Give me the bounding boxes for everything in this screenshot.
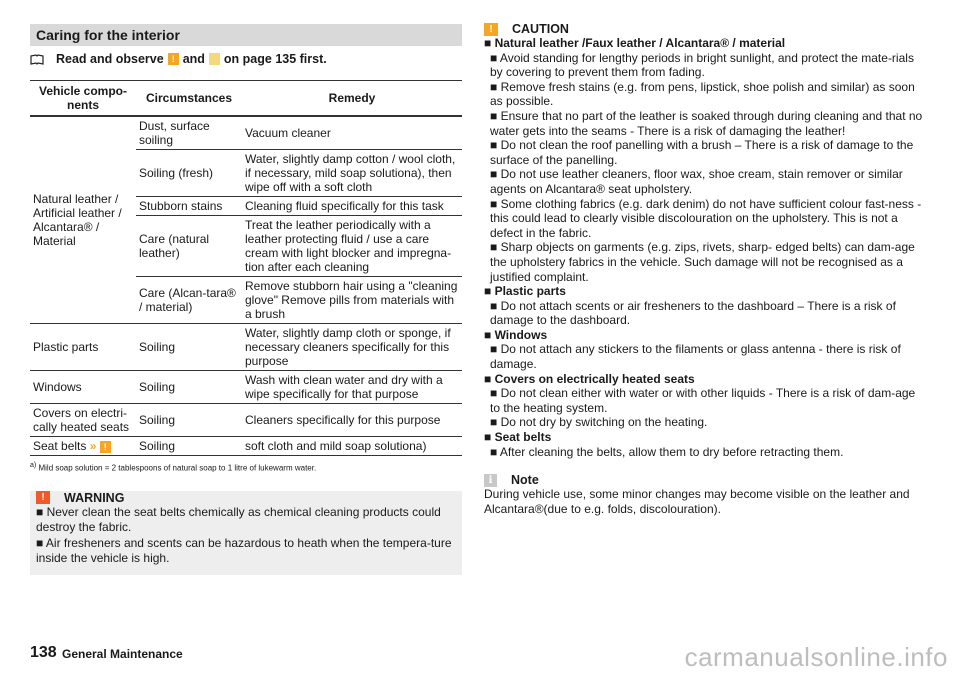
remedy-cell: soft cloth and mild soap solutiona): [242, 437, 462, 456]
note-header: [484, 473, 924, 487]
circumstance-cell: Soiling: [136, 324, 242, 371]
remedy-cell: Wash with clean water and dry with a wipe specifically for that purpose: [242, 371, 462, 404]
caution-category: ■ Seat belts: [484, 430, 552, 445]
circumstance-cell: Care (natural leather): [136, 216, 242, 277]
caution-icon: !: [484, 23, 498, 36]
cleaning-table: [30, 80, 462, 456]
component-cell: Covers on electri-cally heated seats: [30, 404, 136, 437]
table-row: [30, 371, 462, 404]
circumstance-cell: Soiling: [136, 371, 242, 404]
note-text: During vehicle use, some minor changes may become visible on the leather and Alcantara®(due to e.g. folds, discolouration).: [484, 487, 910, 517]
table-row: [30, 324, 462, 371]
table-row: [30, 116, 462, 150]
footnote-text: Mild soap solution = 2 tablespoons of natural soap to 1 litre of lukewarm water.: [38, 463, 317, 473]
caution-category: ■ Natural leather /Faux leather / Alcantara® / material: [484, 36, 786, 50]
reference-and: and: [182, 52, 205, 66]
warning-link-icon[interactable]: !: [100, 441, 111, 453]
caution-item: ■ Do not dry by switching on the heating.: [490, 415, 708, 430]
page-number: 138: [30, 644, 57, 661]
header-components: Vehicle compo-nents: [30, 81, 136, 117]
caution-item: ■ Do not attach any stickers to the filaments or glass antenna - there is risk of damage.: [490, 342, 901, 372]
caution-category: ■ Windows: [484, 327, 548, 342]
remedy-cell: Treat the leather periodically with a leather protecting fluid / use a care cream with light blocker and impregna-tion after each cleaning: [242, 216, 462, 277]
component-cell: Plastic parts: [30, 324, 136, 371]
warning-box: [30, 491, 462, 575]
footer-section-name: General Maintenance: [62, 647, 183, 661]
component-cell: [30, 437, 136, 456]
table-row: [30, 404, 462, 437]
caution-item: ■ Do not clean the roof panelling with a brush – There is a risk of damage to the surface of the panelling.: [490, 138, 914, 167]
left-column: [30, 24, 462, 575]
caution-marker-icon[interactable]: [209, 53, 220, 65]
warning-triangle-icon: !: [36, 491, 50, 504]
remedy-cell: Water, slightly damp cotton / wool cloth, if necessary, mild soap solutiona), then wipe off with a soft cloth: [242, 150, 462, 197]
circumstance-cell: Soiling: [136, 404, 242, 437]
remedy-cell: Water, slightly damp cloth or sponge, if necessary cleaners specifically for this purpose: [242, 324, 462, 371]
warning-title: WARNING: [64, 490, 125, 505]
warning-item: ■ Never clean the seat belts chemically as chemical cleaning products could destroy the fabric.: [36, 504, 441, 535]
info-icon: i: [484, 474, 497, 487]
circumstance-cell: Care (Alcan-tara® / material): [136, 277, 242, 324]
table-row: [30, 437, 462, 456]
circumstance-cell: Soiling: [136, 437, 242, 456]
caution-category: ■ Plastic parts: [484, 284, 566, 299]
table-footnote: [30, 462, 462, 473]
circumstance-cell: Stubborn stains: [136, 197, 242, 216]
reference-prefix: Read and observe: [56, 52, 164, 66]
circumstance-cell: Dust, surface soiling: [136, 116, 242, 150]
caution-header: [484, 22, 924, 36]
remedy-cell: Vacuum cleaner: [242, 116, 462, 150]
caution-item: ■ Do not attach scents or air fresheners to the dashboard – There is a risk of damage to the dashboard.: [490, 298, 896, 328]
caution-list: [484, 36, 924, 459]
header-remedy: Remedy: [242, 81, 462, 117]
watermark: carmanualsonline.info: [684, 642, 948, 672]
caution-item: ■ Some clothing fabrics (e.g. dark denim) do not have sufficient colour fast-ness - this could lead to clearly visible discolouration on the upholstery. This is not a defect in the fabric.: [490, 196, 922, 240]
caution-item: ■ Do not use leather cleaners, floor wax, shoe cream, stain remover or similar agents on Alcantara® seat upholstery.: [490, 167, 903, 196]
caution-item: ■ Remove fresh stains (e.g. from pens, lipstick, shoe polish and similar) as soon as possible.: [490, 79, 915, 109]
seat-belts-label: Seat belts: [33, 439, 87, 453]
header-circumstances: Circumstances: [136, 81, 242, 117]
leather-component-cell: Natural leather / Artificial leather / Alcantara® / Material: [30, 116, 136, 324]
caution-title: CAUTION: [512, 22, 569, 36]
warning-marker-icon[interactable]: !: [168, 53, 179, 65]
caution-item: ■ Avoid standing for lengthy periods in bright sunlight, and protect the mate-rials by covering to prevent them from fading.: [490, 50, 914, 80]
reference-line: [30, 52, 462, 66]
continue-chevron-icon: »: [89, 439, 97, 453]
remedy-cell: Cleaners specifically for this purpose: [242, 404, 462, 437]
caution-category: ■ Covers on electrically heated seats: [484, 371, 695, 386]
right-column: [484, 22, 924, 517]
remedy-cell: Remove stubborn hair using a "cleaning glove" Remove pills from materials with a brush: [242, 277, 462, 324]
circumstance-cell: Soiling (fresh): [136, 150, 242, 197]
caution-item: ■ Ensure that no part of the leather is soaked through during cleaning and that no water gets into the seams - There is a risk of damaging the leather!: [490, 108, 923, 138]
note-box: [484, 473, 924, 517]
remedy-cell: Cleaning fluid specifically for this task: [242, 197, 462, 216]
component-cell: Windows: [30, 371, 136, 404]
book-icon: [30, 54, 44, 65]
footnote-mark: a): [30, 462, 37, 469]
reference-suffix: on page 135 first.: [223, 52, 327, 66]
caution-box: [484, 22, 924, 459]
caution-item: ■ Sharp objects on garments (e.g. zips, rivets, sharp- edged belts) can dam-age the upholstery fabrics in the vehicle. Such damage will not be recognised as a justified complaint.: [490, 240, 915, 284]
warning-header: [36, 491, 456, 505]
caution-item: ■ Do not clean either with water or with other liquids - There is a risk of dam-age to the heating system.: [490, 386, 916, 415]
warning-item: ■ Air fresheners and scents can be hazardous to heath when the tempera-ture inside the vehicle is high.: [36, 535, 452, 566]
section-title: Caring for the interior: [30, 24, 462, 46]
note-title: Note: [511, 473, 539, 488]
caution-item: ■ After cleaning the belts, allow them to dry before retracting them.: [490, 444, 844, 459]
